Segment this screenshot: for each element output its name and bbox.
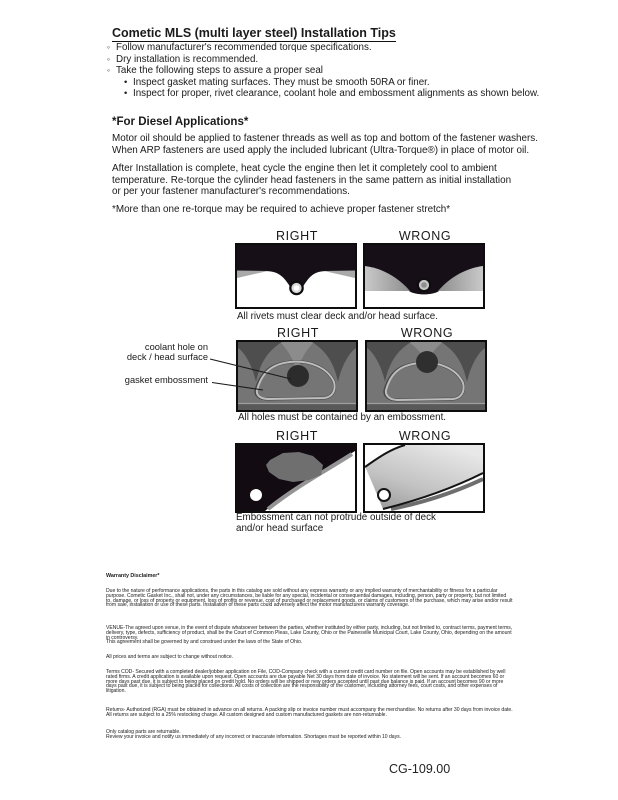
list-item (124, 77, 539, 89)
disclaimer-text: Only catalog parts are returnable. (106, 729, 181, 735)
disclaimer-paragraph (106, 730, 513, 740)
paragraph-line: After Installation is complete, heat cycle the engine then let it completely cool to ambient (112, 163, 497, 174)
paragraph-line: When ARP fasteners are used apply the included lubricant (Ultra-Torque®) in place of motor oil. (112, 144, 530, 156)
filled-bullet-icon: • (124, 76, 128, 88)
disclaimer-paragraph: Returns- Authorized (RGA) must be obtained in advance on all returns. A packing slip or invoice number must accompany the merchandise. No returns after 30 days from invoice date. All returns are subject to a 25% restocking charge. All custom designed and custom manufactured gaskets are non-returnable. (106, 707, 513, 718)
paragraph-line: temperature. Re-torque the cylinder head fasteners in the same pattern as initial installation (112, 174, 512, 186)
tip-text: Dry installation is recommended. (116, 53, 259, 65)
list-item (107, 65, 539, 77)
fig1-caption: All rivets must clear deck and/or head surface. (237, 311, 438, 322)
diesel-section-title: *For Diesel Applications* (112, 116, 249, 128)
open-bullet-icon: ◦ (107, 42, 111, 52)
installation-tips-list (107, 42, 539, 100)
open-bullet-icon: ◦ (107, 53, 111, 64)
fig2-right-graphic (236, 340, 358, 412)
list-item (124, 88, 539, 100)
fig1-wrong-graphic (363, 243, 485, 309)
fig2-wrong-graphic (365, 340, 487, 412)
gasket-embossment-callout: gasket embossment (124, 375, 208, 385)
fig3-wrong-label: WRONG (398, 429, 452, 443)
warranty-disclaimer-title: Warranty Disclaimer* (106, 573, 160, 579)
tip-text: Inspect gasket mating surfaces. They must be smooth 50RA or finer. (133, 76, 430, 88)
disclaimer-text: Review your invoice and notify us immediately of any incorrect or inaccurate information. Shortages must be reported within 10 days. (106, 733, 402, 740)
caption-line: Embossment can not protrude outside of deck (236, 512, 436, 523)
paragraph-line: or per your fastener manufacturer's recommendations. (112, 186, 350, 198)
retorque-note: *More than one re-torque may be required to achieve proper fastener stretch* (112, 204, 451, 215)
fig1-right-graphic (235, 243, 357, 309)
fig3-wrong-graphic (363, 443, 485, 513)
fig1-wrong-label: WRONG (398, 229, 452, 243)
disclaimer-paragraph (106, 626, 513, 645)
callout-line: deck / head surface (126, 352, 208, 362)
list-item (107, 54, 539, 66)
page-code: CG-109.00 (389, 762, 451, 776)
diesel-paragraph-1 (112, 133, 538, 156)
tip-text: Follow manufacturer's recommended torque specifications. (116, 42, 372, 53)
list-item (107, 42, 539, 54)
filled-bullet-icon: • (124, 88, 128, 100)
tip-text: Take the following steps to assure a proper seal (116, 65, 323, 77)
disclaimer-paragraph: All prices and terms are subject to change without notice. (106, 654, 234, 660)
coolant-hole-callout (98, 342, 208, 362)
fig2-right-label: RIGHT (277, 326, 319, 340)
disclaimer-paragraph: Due to the nature of performance applications, the parts in this catalog are sold without any express warranty or any implied warranty of merchantability or fitness for a particular purpose. Cometic Gasket Inc., shall not, under any circumstances, be liable for any special, incidental or consequential damages, including, person, party or property, but not limited to, damage, or loss of property or equipment, loss of profits or revenue, cost of purchased or replacement goods, or claims of customers of the purchase, which may arise and/or result from sale, installation or use of these parts. Installation of these parts could adversely affect the motor manufacturers warranty coverage. (106, 588, 513, 609)
open-bullet-icon: ◦ (107, 65, 111, 76)
page-title: Cometic MLS (multi layer steel) Installation Tips (112, 26, 396, 40)
fig2-wrong-label: WRONG (400, 326, 454, 340)
tip-text: Inspect for proper, rivet clearance, coolant hole and embossment alignments as shown below. (133, 88, 540, 100)
paragraph-line: Motor oil should be applied to fastener threads as well as top and bottom of the fastener washers. (112, 133, 538, 144)
fig3-caption (236, 512, 436, 534)
disclaimer-text: This agreement shall be governed by and construed under the laws of the State of Ohio. (106, 639, 303, 646)
fig3-right-label: RIGHT (276, 429, 318, 443)
fig2-caption: All holes must be contained by an embossment. (238, 412, 447, 423)
caption-line: and/or head surface (236, 523, 324, 534)
diesel-paragraph-2 (112, 163, 511, 198)
disclaimer-text: VENUE-The agreed upon venue, in the event of dispute whatsoever between the parties, whether instituted by either party, including, but not limited to, contract terms, payment terms, delivery, type, defects, sufficiency of product, shall be the Court of Common Pleas, Lake County, Ohio or the Painesville Municipal Court, Lake County, Ohio, depending on the amount in controversy. (106, 625, 513, 641)
disclaimer-paragraph: Terms COD- Secured with a completed dealer/jobber application on File, COD-Company check with a current credit card number on file. Open accounts may be established by well rated firms. A credit application is available upon request. Open accounts are due payable Net 30 days from date of invoice. No statement will be sent. If an account becomes 60 or more days past due, it is subject to being placed on credit hold. No orders will be shipped or new orders accepted until past due balance is paid. If an account becomes 90 or more days past due, it is subject to being placed for collections. All costs of collection are the responsibility of the customer, including attorney fees, court costs, and other expenses of litigation. (106, 669, 506, 694)
fig3-right-graphic (235, 443, 357, 513)
fig1-right-label: RIGHT (276, 229, 318, 243)
callout-line: coolant hole on (144, 342, 208, 352)
